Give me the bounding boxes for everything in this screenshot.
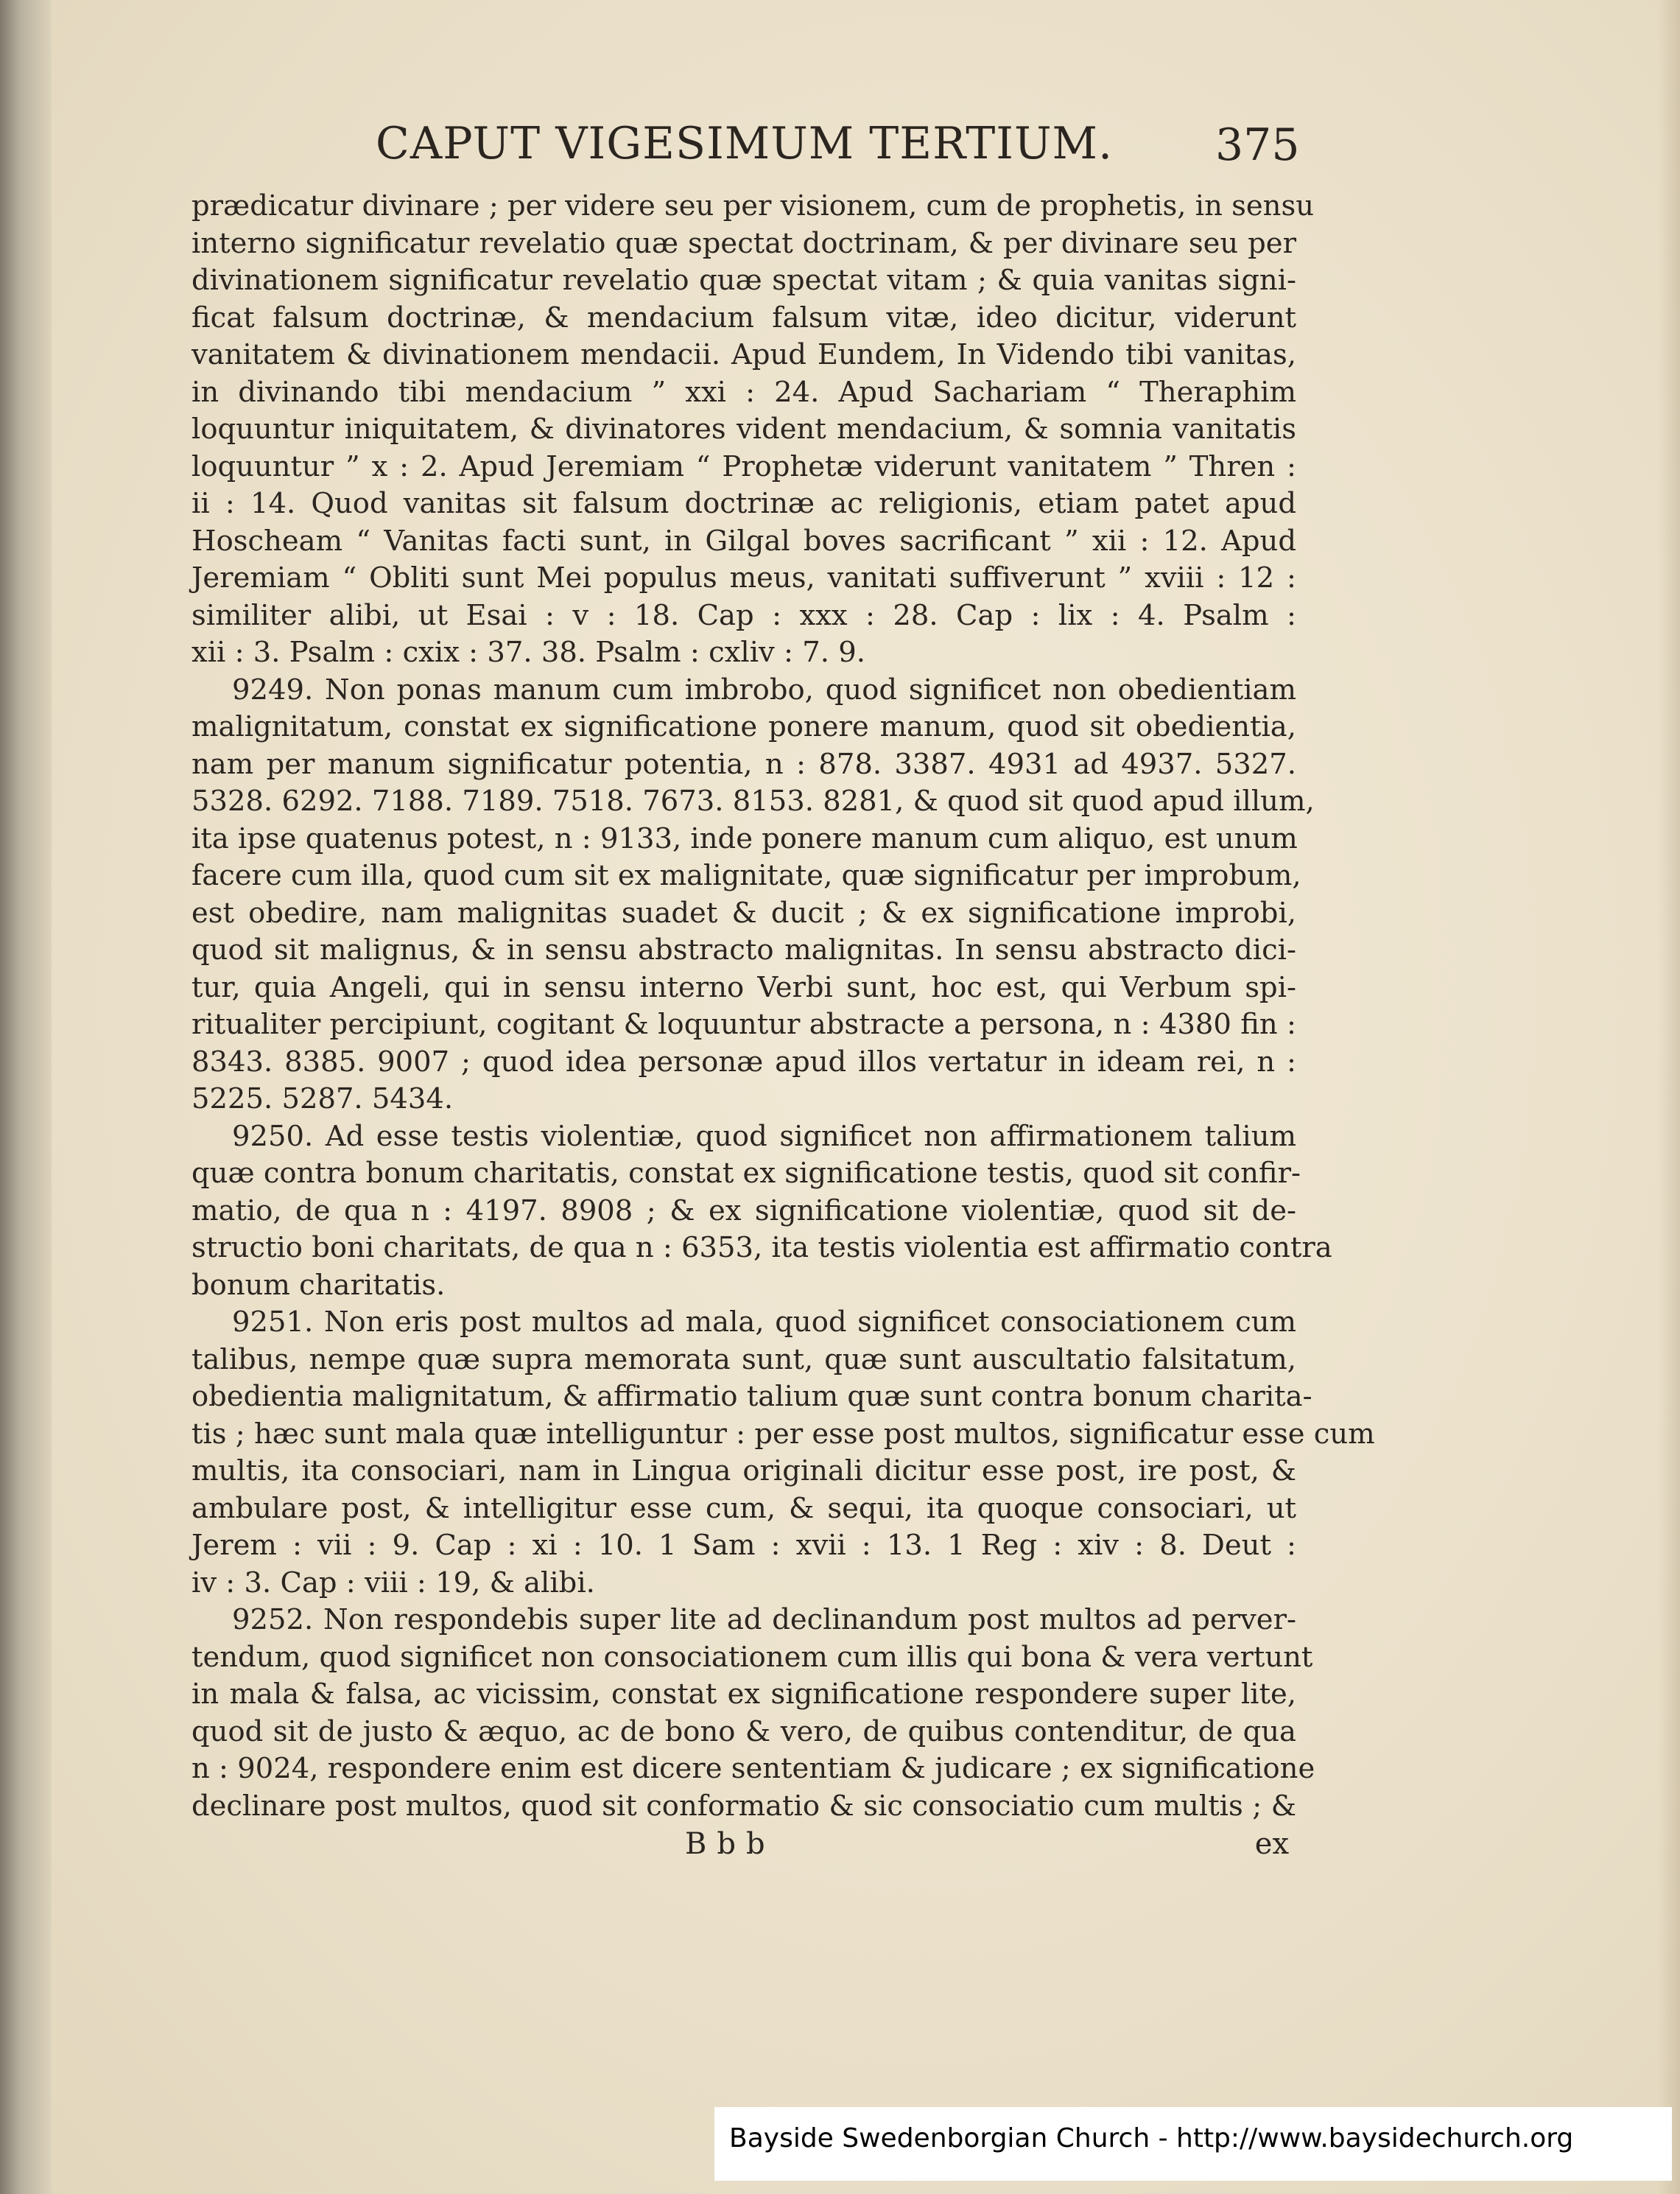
text-line: 9251. Non eris post multos ad mala, quod significet consociationem cum <box>232 1305 1296 1339</box>
page-header <box>191 111 1300 177</box>
text-line: obedientia malignitatum, & affirmatio talium quæ sunt contra bonum charita- <box>191 1380 1312 1413</box>
text-line: Jeremiam “ Obliti sunt Mei populus meus, vanitati suffiverunt ” xviii : 12 : <box>191 561 1296 595</box>
text-line: nam per manum significatur potentia, n : 878. 3387. 4931 ad 4937. 5327. <box>191 747 1296 781</box>
text-line: iv : 3. Cap : viii : 19, & alibi. <box>191 1566 595 1599</box>
text-line: est obedire, nam malignitas suadet & ducit ; & ex significatione improbi, <box>191 896 1296 930</box>
catchword: ex <box>1254 1827 1289 1861</box>
text-line: bonum charitatis. <box>191 1268 446 1302</box>
text-line: similiter alibi, ut Esai : v : 18. Cap : xxx : 28. Cap : lix : 4. Psalm : <box>191 598 1296 632</box>
text-line: 5225. 5287. 5434. <box>191 1082 454 1115</box>
text-line: talibus, nempe quæ supra memorata sunt, quæ sunt auscultatio falsitatum, <box>191 1342 1296 1376</box>
text-line: quod sit malignus, & in sensu abstracto malignitas. In sensu abstracto dici- <box>191 933 1296 967</box>
text-line: n : 9024, respondere enim est dicere sententiam & judicare ; ex significatione <box>191 1752 1315 1785</box>
text-line: ambulare post, & intelligitur esse cum, & sequi, ita quoque consociari, ut <box>191 1491 1296 1525</box>
text-line: in divinando tibi mendacium ” xxi : 24. Apud Sachariam “ Theraphim <box>191 375 1296 409</box>
text-line: 9252. Non respondebis super lite ad declinandum post multos ad perver- <box>232 1603 1296 1636</box>
signature-mark: Bbb <box>685 1827 776 1861</box>
text-line: tendum, quod significet non consociationem cum illis qui bona & vera vertunt <box>191 1640 1313 1674</box>
text-line: interno significatur revelatio quæ spectat doctrinam, & per divinare seu per <box>191 226 1296 260</box>
text-line: loquuntur ” x : 2. Apud Jeremiam “ Prophetæ viderunt vanitatem ” Thren : <box>191 449 1296 483</box>
text-line: 9250. Ad esse testis violentiæ, quod significet non affirmationem talium <box>232 1119 1296 1153</box>
text-line: tis ; hæc sunt mala quæ intelliguntur : per esse post multos, significatur esse cum <box>191 1417 1375 1451</box>
body-text <box>191 188 1375 1825</box>
text-line: xii : 3. Psalm : cxix : 37. 38. Psalm : cxliv : 7. 9. <box>191 636 865 669</box>
text-line: declinare post multos, quod sit conformatio & sic consociatio cum multis ; & <box>191 1789 1296 1823</box>
text-line: quæ contra bonum charitatis, constat ex significatione testis, quod sit confir- <box>191 1157 1301 1190</box>
text-line: vanitatem & divinationem mendacii. Apud Eundem, In Videndo tibi vanitas, <box>191 338 1296 371</box>
text-line: multis, ita consociari, nam in Lingua originali dicitur esse post, ire post, & <box>191 1454 1296 1487</box>
text-line: tur, quia Angeli, qui in sensu interno Verbi sunt, hoc est, qui Verbum spi- <box>191 970 1296 1004</box>
text-line: ritualiter percipiunt, cogitant & loquuntur abstracte a persona, n : 4380 fin : <box>191 1008 1296 1041</box>
page-number: 375 <box>1215 119 1300 171</box>
text-line: structio boni charitats, de qua n : 6353, ita testis violentia est affirmatio contra <box>191 1231 1332 1264</box>
text-line: ita ipse quatenus potest, n : 9133, inde ponere manum cum aliquo, est unum <box>191 821 1298 855</box>
page-edge-shadow <box>1658 0 1680 2194</box>
text-line: in mala & falsa, ac vicissim, constat ex significatione respondere super lite, <box>191 1678 1296 1711</box>
text-line: loquuntur iniquitatem, & divinatores vident mendacium, & somnia vanitatis <box>191 413 1296 446</box>
watermark-banner <box>714 2107 1672 2181</box>
watermark-text: Bayside Swedenborgian Church - http://www.baysidechurch.org <box>729 2123 1574 2153</box>
text-line: 8343. 8385. 9007 ; quod idea personæ apud illos vertatur in ideam rei, n : <box>191 1045 1296 1079</box>
text-line: prædicatur divinare ; per videre seu per visionem, cum de prophetis, in sensu <box>191 189 1315 222</box>
text-line: matio, de qua n : 4197. 8908 ; & ex significatione violentiæ, quod sit de- <box>191 1194 1296 1227</box>
text-line: malignitatum, constat ex significatione ponere manum, quod sit obedientia, <box>191 710 1296 743</box>
text-line: ficat falsum doctrinæ, & mendacium falsum vitæ, ideo dicitur, viderunt <box>191 301 1296 334</box>
text-line: Jerem : vii : 9. Cap : xi : 10. 1 Sam : xvii : 13. 1 Reg : xiv : 8. Deut : <box>191 1529 1296 1562</box>
text-line: divinationem significatur revelatio quæ spectat vitam ; & quia vanitas signi- <box>191 264 1296 297</box>
running-head: CAPUT VIGESIMUM TERTIUM. <box>376 118 1114 169</box>
page-footer <box>191 1827 1296 1871</box>
book-spine-shadow <box>0 0 52 2194</box>
text-line: ii : 14. Quod vanitas sit falsum doctrinæ ac religionis, etiam patet apud <box>191 487 1296 520</box>
text-line: facere cum illa, quod cum sit ex malignitate, quæ significatur per improbum, <box>191 859 1301 892</box>
text-line: 9249. Non ponas manum cum imbrobo, quod significet non obedientiam <box>232 673 1296 707</box>
text-line: 5328. 6292. 7188. 7189. 7518. 7673. 8153. 8281, & quod sit quod apud illum, <box>191 785 1315 818</box>
text-line: quod sit de justo & æquo, ac de bono & vero, de quibus contenditur, de qua <box>191 1714 1296 1748</box>
text-line: Hoscheam “ Vanitas facti sunt, in Gilgal boves sacrificant ” xii : 12. Apud <box>191 524 1296 558</box>
